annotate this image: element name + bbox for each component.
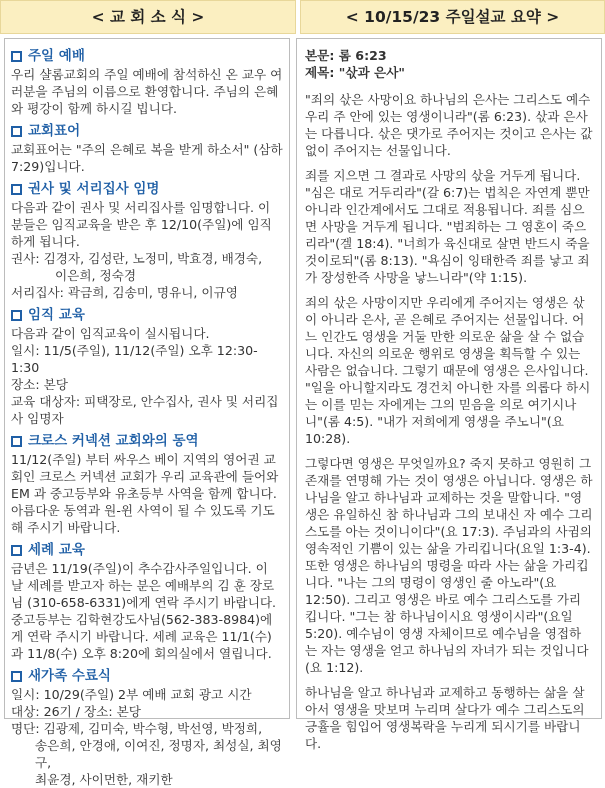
- training-intro: 다음과 같이 임직교육이 실시됩니다.: [11, 326, 210, 341]
- newcomers-names: [11, 720, 283, 737]
- motto-text: 교회표어는 "주의 은혜로 복을 받게 하소서" (삼하 7:29)입니다.: [11, 142, 283, 174]
- sermon-paragraph: 그렇다면 영생은 무엇일까요? 죽지 못하고 영원히 그 존재를 연명해 가는 것이 영생은 아닙니다. 영생은 하나님을 알고 하나님과 교제하는 것을 말합니다. "영생은 유일하신 참 하나님과 그의 보내신 자 예수 그리스도를 아는 것이니이다"(요 17:3). 주님과의 사귐의 영속적인 기쁨이 있는 삶을 가리킵니다(요일 1:3-4). 또한 영생은 하나님의 명령을 따라 사는 삶을 가리킵니다. "나는 그의 명령이 영생인 줄 아노라"(요 12:50). 그리고 영생은 바로 예수 그리스도를 가리킵니다. "그는 참 하나님이시요 영생이시라"(요일 5:20). 예수님이 영생 자체이므로 예수님을 영접하는 자는 영생을 얻고 하나님의 자녀가 되는 것입니다(요 1:12).: [305, 456, 593, 675]
- sermon-paragraph: 죄의 삯은 사망이지만 우리에게 주어지는 영생은 삯이 아니라 은사, 곧 은혜로 주어지는 선물입니다. 어느 인간도 영생을 거둘 만한 의로운 삶을 살 수 없습니다. 자신의 의로운 행위로 영생을 획득할 수 있는 사람은 없습니다. 그렇기 때문에 영생은 은사입니다. "일을 아니할지라도 경건치 아니한 자를 의롭다 하시는 이를 믿는 자에게는 그의 믿음을 의로 여기시나니"(롬 4:5). "내가 저희에게 영생을 주노니"(요 10:28).: [305, 295, 591, 446]
- kwonsa-names: 김경자, 김성란, 노정미, 박효경, 배경숙,: [43, 251, 263, 266]
- deacon-list: 서리집사: 곽금희, 김송미, 명유니, 이규영: [11, 285, 238, 300]
- sermon-body: [305, 91, 593, 752]
- section-cross-connection: [11, 432, 283, 536]
- checkbox-square-icon: [11, 545, 22, 556]
- newcomers-target: 대상: 26기 / 장소: 본당: [11, 704, 141, 719]
- section-title: [11, 541, 283, 560]
- checkbox-square-icon: [11, 671, 22, 682]
- church-news-header: [0, 0, 296, 34]
- names-list-continued-2: 최윤경, 사이먼한, 재키한: [35, 772, 173, 787]
- kwonsa-names-continued: 이은희, 정숙경: [55, 268, 136, 283]
- kwonsa-label: 권사:: [11, 251, 40, 266]
- section-title: [11, 667, 283, 686]
- section-title-text: 교회표어: [28, 123, 81, 139]
- names-label: 명단:: [11, 721, 40, 736]
- section-title-text: 세례 교육: [28, 542, 85, 558]
- baptism-text: 금년은 11/19(주일)이 추수감사주일입니다. 이 날 세례를 받고자 하는 분은 예배부의 김 훈 장로님 (310-658-6331)에게 연락 주시기 바랍니다.: [11, 561, 277, 610]
- sermon-summary-header: [300, 0, 605, 34]
- training-place: 장소: 본당: [11, 377, 68, 392]
- worship-text: 우리 샬롬교회의 주일 예배에 참석하신 온 교우 여러분을 주님의 이름으로 환영합니다. 주님의 은혜와 평강이 함께 하시길 빕니다.: [11, 67, 283, 116]
- section-title-text: 임직 교육: [28, 307, 85, 323]
- church-news-column: [4, 38, 290, 787]
- section-newcomers: [11, 667, 283, 788]
- sermon-summary-column: [296, 38, 602, 751]
- section-ordination: [11, 180, 283, 301]
- section-title: [11, 432, 283, 451]
- section-sunday-worship: [11, 47, 283, 117]
- section-title-text: 크로스 커넥션 교회와의 동역: [28, 433, 199, 449]
- sermon-title: 제목: "삯과 은사": [305, 65, 405, 80]
- section-title: [11, 122, 283, 141]
- ordination-intro: 다음과 같이 권사 및 서리집사를 임명합니다. 이 분들은 임직교육을 받은 후 12/10(주일)에 임직하게 됩니다.: [11, 200, 272, 249]
- section-motto: [11, 122, 283, 175]
- sermon-text-reference: 본문: 롬 6:23: [305, 48, 387, 63]
- section-title-text: 새가족 수료식: [28, 668, 111, 684]
- kwonsa-list: [11, 250, 283, 267]
- checkbox-square-icon: [11, 126, 22, 137]
- checkbox-square-icon: [11, 51, 22, 62]
- section-title: [11, 306, 283, 325]
- checkbox-square-icon: [11, 310, 22, 321]
- section-baptism: [11, 541, 283, 662]
- checkbox-square-icon: [11, 184, 22, 195]
- sermon-paragraph: 하나님을 알고 하나님과 교제하고 동행하는 삶을 살아서 영생을 맛보며 누리며 살다가 예수 그리스도의 긍휼을 힘입어 영생복락을 누리게 되시기를 바랍니다.: [305, 685, 585, 751]
- section-training: [11, 306, 283, 427]
- sermon-paragraph: 죄를 지으면 그 결과로 사망의 삯을 거두게 됩니다. "심은 대로 거두리라"(갈 6:7)는 법칙은 자연계 뿐만 아니라 인간계에서도 그대로 적용됩니다. 죄를 심으면 사망을 거두게 됩니다. "범죄하는 그 영혼이 죽으리라"(겔 18:4). "너희가 육신대로 살면 반드시 죽을 것이로되"(롬 8:13). "욕심이 잉태한즉 죄를 낳고 죄가 장성한즉 사망을 낳느니라"(약 1:15).: [305, 168, 590, 285]
- newcomers-date: 일시: 10/29(주일) 2부 예배 교회 광고 시간: [11, 687, 252, 702]
- cross-text: 11/12(주일) 부터 싸우스 베이 지역의 영어권 교회인 크로스 커넥션 교회가 우리 교육관에 들어와 EM 과 중고등부와 유초등부 사역을 함께 합니다. 아름다운 동역과 원-윈 사역이 될 수 있도록 기도해 주시기 바랍니다.: [11, 452, 279, 535]
- names-list: 김광제, 김미숙, 박수형, 박선영, 박정희,: [43, 721, 263, 736]
- names-list-continued: 송은희, 안경애, 이여진, 정명자, 최성실, 최영구,: [35, 738, 282, 770]
- training-date: 일시: 11/5(주일), 11/12(주일) 오후 12:30-1:30: [11, 343, 258, 375]
- sermon-paragraph: "죄의 삯은 사망이요 하나님의 은사는 그리스도 예수 우리 주 안에 있는 영생이니라"(롬 6:23). 삯과 은사는 다릅니다. 삯은 댓가로 주어지는 것이고 은사는 값없이 주어지는 선물입니다.: [305, 92, 593, 158]
- section-title: [11, 47, 283, 66]
- sermon-summary-header-text: < 10/15/23 주일설교 요약 >: [345, 7, 560, 26]
- training-target: 교육 대상자: 피택장로, 안수집사, 권사 및 서리집사 임명자: [11, 394, 279, 426]
- checkbox-square-icon: [11, 436, 22, 447]
- section-title-text: 권사 및 서리집사 임명: [28, 181, 160, 197]
- section-title: [11, 180, 283, 199]
- baptism-youth-text: 중고등부는 김학현강도사님(562-383-8984)에게 연락 주시기 바랍니다. 세례 교육은 11/1(수)과 11/8(수) 오후 8:20에 회의실에서 열립니다.: [11, 612, 273, 661]
- section-title-text: 주일 예배: [28, 48, 85, 64]
- church-news-header-text: < 교 회 소 식 >: [91, 7, 205, 26]
